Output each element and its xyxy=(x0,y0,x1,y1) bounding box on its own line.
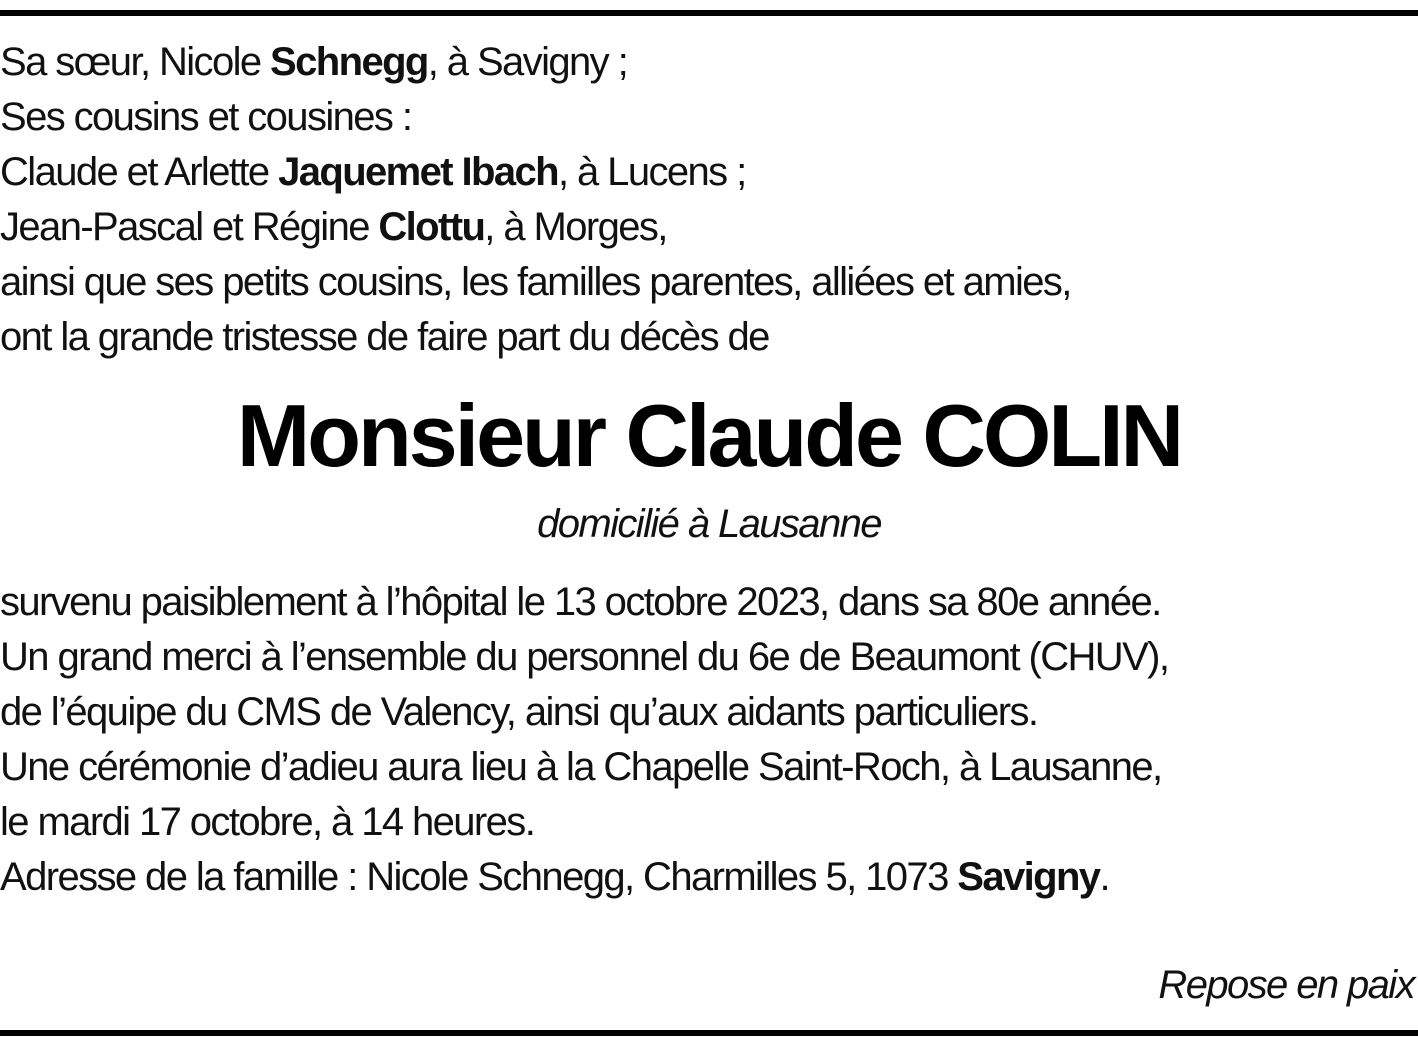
body-text: de l’équipe du CMS de Valency, ainsi qu’aux aidants particuliers. xyxy=(0,690,1038,734)
body-text: Adresse de la famille : Nicole Schnegg, Charmilles 5, 1073 xyxy=(0,855,958,899)
body-line-death xyxy=(0,575,1418,630)
intro-text: Jean-Pascal et Régine xyxy=(0,205,379,249)
top-rule xyxy=(0,10,1418,16)
intro-text: , à Savigny ; xyxy=(427,40,628,84)
intro-line-sister xyxy=(0,35,1418,90)
intro-line-cousins xyxy=(0,90,1418,145)
intro-line-announcement xyxy=(0,310,1418,365)
deceased-name: Monsieur Claude COLIN xyxy=(236,386,1182,485)
closing-phrase: Repose en paix xyxy=(1158,963,1414,1007)
intro-text: , à Morges, xyxy=(484,205,667,249)
body-line-date xyxy=(0,795,1418,850)
intro-text: Claude et Arlette xyxy=(0,150,279,194)
bottom-rule xyxy=(0,1030,1418,1036)
notice-body xyxy=(0,575,1418,905)
body-text: Un grand merci à l’ensemble du personnel du 6e de Beaumont (CHUV), xyxy=(0,635,1169,679)
body-line-address xyxy=(0,850,1418,905)
body-line-thanks xyxy=(0,630,1418,685)
family-name: Clottu xyxy=(378,205,485,249)
body-line-cms xyxy=(0,685,1418,740)
intro-text: Ses cousins et cousines : xyxy=(0,95,412,139)
intro-text: , à Lucens ; xyxy=(558,150,746,194)
family-intro xyxy=(0,35,1418,365)
intro-line-families xyxy=(0,255,1418,310)
intro-line-jaquemet xyxy=(0,145,1418,200)
body-line-ceremony xyxy=(0,740,1418,795)
town-name: Savigny xyxy=(957,855,1100,899)
body-text: survenu paisiblement à l’hôpital le 13 octobre 2023, dans sa 80e année. xyxy=(0,580,1161,624)
intro-text: Sa sœur, Nicole xyxy=(0,40,271,84)
body-text: le mardi 17 octobre, à 14 heures. xyxy=(0,800,535,844)
deceased-domicile: domicilié à Lausanne xyxy=(537,502,881,546)
body-text: . xyxy=(1099,855,1109,899)
family-name: Jaquemet Ibach xyxy=(278,150,558,194)
intro-text: ont la grande tristesse de faire part du décès de xyxy=(0,315,769,359)
intro-line-clottu xyxy=(0,200,1418,255)
intro-text: ainsi que ses petits cousins, les familles parentes, alliées et amies, xyxy=(0,260,1071,304)
family-name: Schnegg xyxy=(270,40,428,84)
body-text: Une cérémonie d’adieu aura lieu à la Chapelle Saint-Roch, à Lausanne, xyxy=(0,745,1162,789)
